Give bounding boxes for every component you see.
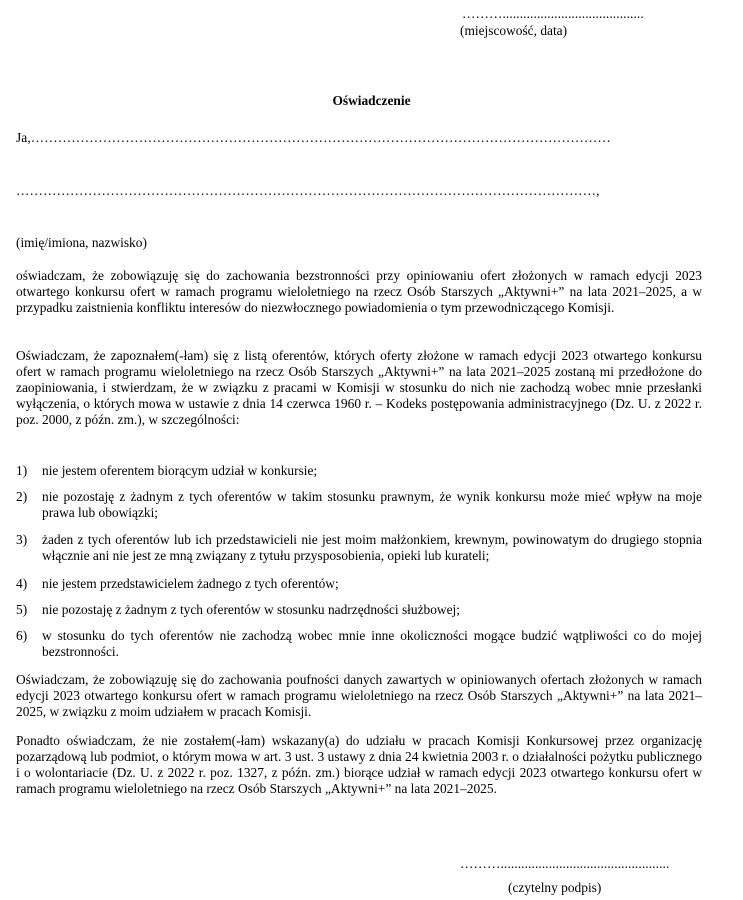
list-item-number: 4): [16, 576, 28, 591]
name-line-1: Ja,…………………………………………………………………………………………………………………: [16, 130, 611, 145]
declaration-paragraph-2: Oświadczam, że zapoznałem(-łam) się z listą oferentów, których oferty złożone w ramach edycji 2023 otwartego konkursu ofert w ramach programu wieloletniego na rzecz Osób Starszych „Aktywni+” na lata 2021–2025 zostaną mi przedłożone do zaopiniowania, i stwierdzam, że w związku z pracami w Komisji w stosunku do nich nie zachodzą wobec mnie przesłanki wyłączenia, o których mowa w ustawie z dnia 14 czerwca 1960 r. – Kodeks postępowania administracyjnego (Dz. U. z 2022 r. poz. 2000, z późn. zm.), w szczególności:: [16, 348, 702, 427]
place-date-dots: ……….........................................: [462, 6, 644, 21]
confidentiality-paragraph: Oświadczam, że zobowiązuję się do zachowania poufności danych zawartych w opiniowanych ofertach złożonych w ramach edycji 2023 otwartego konkursu ofert w ramach programu wieloletniego na rzecz Osób Starszych „Aktywni+” na lata 2021–2025, w związku z moim udziałem w pracach Komisji.: [16, 672, 702, 719]
document-title: Oświadczenie: [332, 93, 411, 108]
list-item-number: 2): [16, 489, 28, 504]
declaration-paragraph-1: oświadczam, że zobowiązuję się do zachowania bezstronności przy opiniowaniu ofert złożonych w ramach edycji 2023 otwartego konkursu ofert w ramach programu wieloletniego na rzecz Osób Starszych „Aktywni+” na lata 2021–2025, a w przypadku zaistnienia konfliktu interesów do niezwłocznego powiadomienia o tym przewodniczącego Komisji.: [16, 268, 702, 315]
signature-label: (czytelny podpis): [508, 880, 602, 895]
list-item-text: nie pozostaję z żadnym z tych oferentów w takim stosunku prawnym, że wynik konkursu może mieć wpływ na moje prawa lub obowiązki;: [42, 489, 702, 520]
list-item-number: 1): [16, 463, 28, 478]
list-item-text: nie jestem oferentem biorącym udział w konkursie;: [42, 463, 318, 478]
list-item-number: 5): [16, 602, 28, 617]
name-label: (imię/imiona, nazwisko): [16, 235, 147, 250]
list-item-text: nie jestem przedstawicielem żadnego z tych oferentów;: [42, 576, 339, 591]
list-item-number: 6): [16, 628, 28, 643]
list-item-text: nie pozostaję z żadnym z tych oferentów w stosunku nadrzędności służbowej;: [42, 602, 460, 617]
additional-declaration-paragraph: Ponadto oświadczam, że nie zostałem(-łam) wskazany(a) do udziału w pracach Komisji Konkursowej przez organizację pozarządową lub podmiot, o którym mowa w art. 3 ust. 3 ustawy z dnia 24 kwietnia 2003 r. o działalności pożytku publicznego i o wolontariacie (Dz. U. z 2022 r. poz. 1327, z późn. zm.) biorące udział w ramach edycji 2023 otwartego konkursu ofert w ramach programu wieloletniego na rzecz Osób Starszych „Aktywni+” na lata 2021–2025.: [16, 733, 702, 796]
list-item-number: 3): [16, 532, 28, 547]
signature-dots: ……….................................................: [460, 856, 670, 871]
name-line-2: …………………………………………………………………………………………………………………,: [16, 183, 600, 198]
list-item-text: w stosunku do tych oferentów nie zachodzą wobec mnie inne okoliczności mogące budzić wątpliwości co do mojej bezstronności.: [42, 628, 702, 659]
place-date-label: (miejscowość, data): [460, 23, 568, 38]
list-item-text: żaden z tych oferentów lub ich przedstawicieli nie jest moim małżonkiem, krewnym, powinowatym do drugiego stopnia włącznie ani nie jest ze mną związany z tytułu przysposobienia, opieki lub kurateli;: [42, 532, 702, 563]
